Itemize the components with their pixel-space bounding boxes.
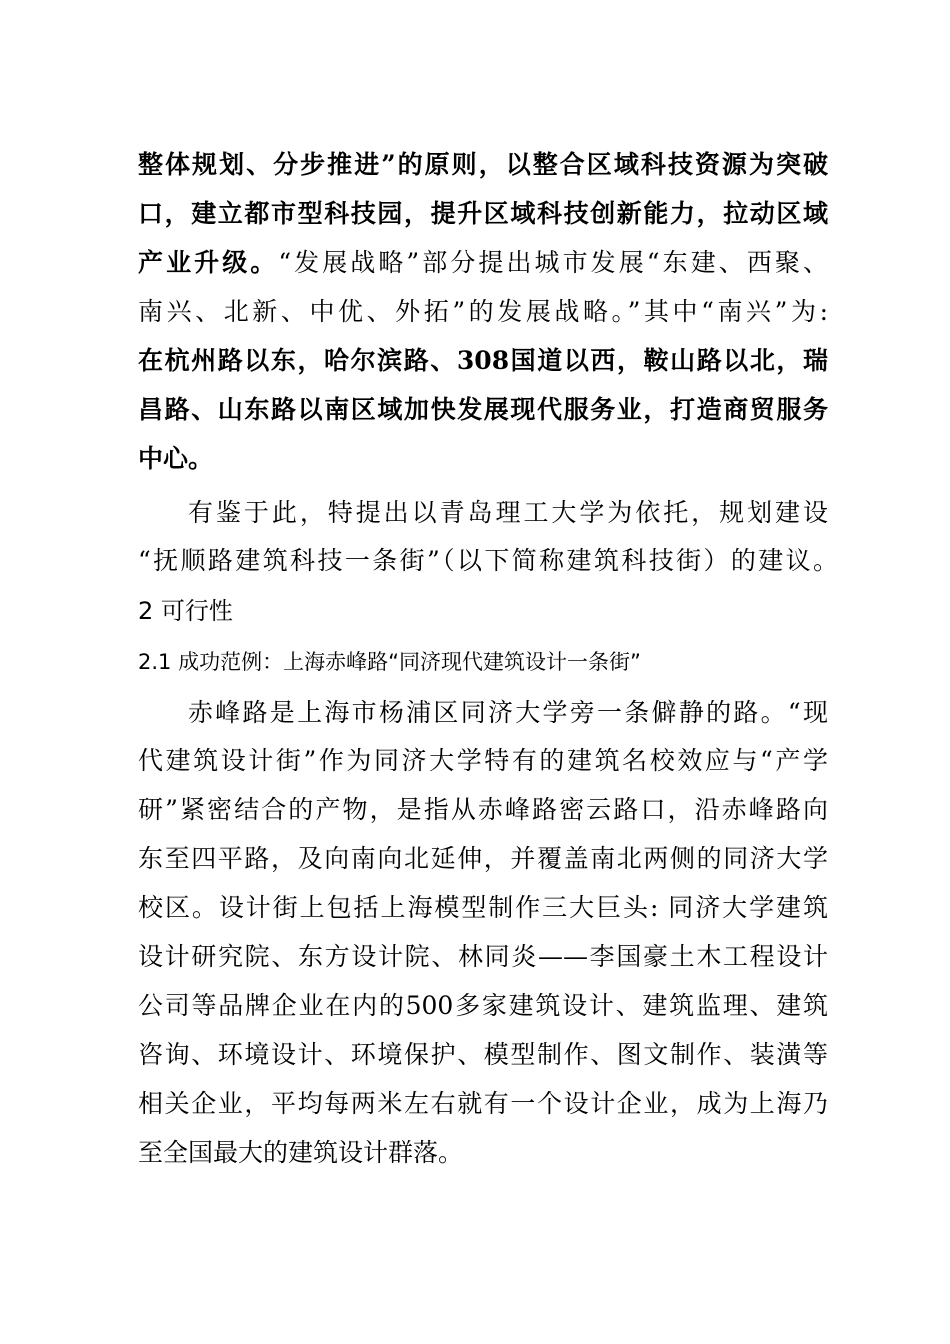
- subsection-heading: 2.1 成功范例：上海赤峰路“同济现代建筑设计一条街”: [138, 650, 641, 674]
- paragraph-3-line-9: 相关企业，平均每两米左右就有一个设计企业，成为上海乃: [138, 1089, 828, 1118]
- paragraph-3-line-7: 公司等品牌企业在内的500多家建筑设计、建筑监理、建筑: [138, 991, 828, 1020]
- paragraph-1-line-3: [138, 239, 828, 287]
- paragraph-1-line-6: 昌路、山东路以南区域加快发展现代服务业，打造商贸服务: [138, 395, 828, 424]
- paragraph-3-line-4: 东至四平路，及向南向北延伸，并覆盖南北两侧的同济大学: [138, 844, 828, 873]
- paragraph-3-line-8: 咨询、环境设计、环境保护、模型制作、图文制作、装潢等: [138, 1040, 828, 1069]
- paragraph-1-line-7: 中心。: [138, 444, 214, 473]
- paragraph-3-line-10: 至全国最大的建筑设计群落。: [138, 1138, 464, 1167]
- paragraph-3-line-5: 校区。设计街上包括上海模型制作三大巨头: 同济大学建筑: [138, 893, 828, 922]
- paragraph-3-line-1: 赤峰路是上海市杨浦区同济大学旁一条僻静的路。“现: [188, 698, 828, 727]
- paragraph-1-line-5: 在杭州路以东，哈尔滨路、308国道以西，鞍山路以北，瑞: [138, 346, 828, 375]
- paragraph-1-line-3-rest: “发展战略”部分提出城市发展“东建、西聚、: [278, 248, 828, 277]
- paragraph-3-line-2: 代建筑设计街”作为同济大学特有的建筑名校效应与“产学: [138, 746, 828, 775]
- paragraph-3-line-6: 设计研究院、东方设计院、林同炎——李国豪土木工程设计: [138, 942, 828, 971]
- paragraph-3-line-3: 研”紧密结合的产物，是指从赤峰路密云路口，沿赤峰路向: [138, 795, 828, 824]
- paragraph-1-line-1: 整体规划、分步推进”的原则，以整合区域科技资源为突破: [138, 150, 828, 179]
- section-heading: 2 可行性: [138, 597, 233, 625]
- paragraph-1-line-4: 南兴、北新、中优、外拓”的发展战略。”其中“南兴”为:: [138, 297, 828, 326]
- paragraph-1-line-2: 口，建立都市型科技园，提升区域科技创新能力，拉动区域: [138, 199, 828, 228]
- paragraph-2-line-1: 有鉴于此，特提出以青岛理工大学为依托，规划建设: [188, 498, 828, 527]
- paragraph-2-line-2: “抚顺路建筑科技一条街”（以下简称建筑科技街）的建议。: [138, 546, 838, 575]
- paragraph-1-line-3-bold: 产业升级。: [138, 248, 279, 277]
